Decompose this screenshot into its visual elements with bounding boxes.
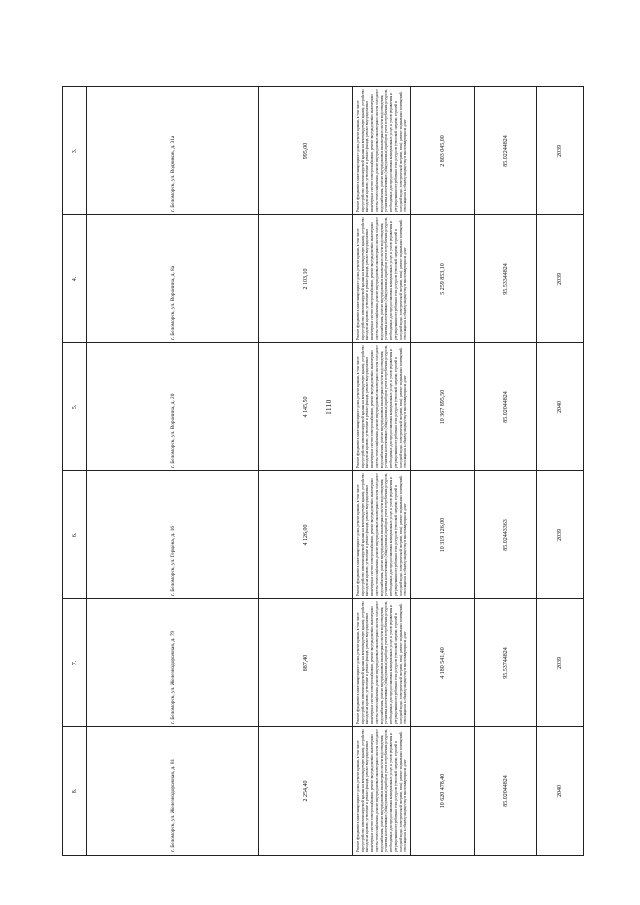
area: 2 254,40 bbox=[303, 780, 309, 802]
address: г. Беломорск, ул. Воронина, д. 20 bbox=[170, 393, 176, 468]
cost-cell bbox=[410, 470, 475, 599]
cost-cell bbox=[410, 214, 475, 343]
year: 2039 bbox=[557, 273, 563, 285]
address: г. Беломорск, ул. Железнодорожная, д. 81 bbox=[170, 758, 176, 852]
cost: 10 367 895,50 bbox=[440, 389, 446, 425]
year: 2039 bbox=[557, 529, 563, 541]
year: 2039 bbox=[557, 145, 563, 157]
area: 4 145,50 bbox=[303, 396, 309, 418]
work-description: Ремонт фундамента многоквартирного дома, ремонт крыши, в том числе переустройство невентилируемой крыши на вентилируемую крышу, устройство выходов на кровлю, утепление и ремонт фасада, ремонт внутридомовых инженерных систем электроснабжения, ремонт внутридомовых инженерных систем теплоснабжения, ремонт внутридомовых инженерных систем холодного водоснабжения, ремонт внутридомовых инженерных систем водоотведения, установка коллективных (общедомовых) приборов учета потребления ресурсов, необходимых для предоставления коммунальных услуг, и узлов управления и регулирования потребления этих ресурсов (тепловой энергии, горячей и холодной воды, электрической энергии, газа), ремонт подвальных помещений, относящихся к общему имуществу в многоквартирном доме bbox=[355, 728, 408, 852]
cost-cell bbox=[410, 86, 475, 215]
table-row bbox=[62, 214, 582, 342]
row-number: 7. bbox=[72, 660, 78, 666]
area-cell bbox=[258, 214, 353, 343]
code-cell bbox=[474, 470, 537, 599]
year-cell bbox=[536, 726, 584, 856]
address: г. Беломорск, ул. Герцена, д. 16 bbox=[170, 525, 176, 596]
year-cell bbox=[536, 86, 584, 215]
address: г. Беломорск, ул. Воронина, д. 8а bbox=[170, 265, 176, 340]
cost: 2 803 045,00 bbox=[440, 135, 446, 167]
code-cell bbox=[474, 342, 537, 471]
description-cell bbox=[352, 86, 411, 215]
code: 85.02443363 bbox=[503, 519, 509, 551]
row-number: 6. bbox=[72, 532, 78, 538]
year: 2040 bbox=[557, 401, 563, 413]
table-row bbox=[62, 86, 582, 214]
cost-cell bbox=[410, 726, 475, 856]
area: 2 103,10 bbox=[303, 268, 309, 290]
description-cell bbox=[352, 214, 411, 343]
year: 2039 bbox=[557, 657, 563, 669]
row-number: 5. bbox=[72, 404, 78, 410]
code: 85.02244824 bbox=[503, 135, 509, 167]
description-cell bbox=[352, 726, 411, 856]
works-table bbox=[62, 86, 582, 856]
year-cell bbox=[536, 342, 584, 471]
work-description: Ремонт фундамента многоквартирного дома, ремонт крыши, в том числе переустройство невентилируемой крыши на вентилируемую крышу, устройство выходов на кровлю, утепление и ремонт фасада, ремонт внутридомовых инженерных систем электроснабжения, ремонт внутридомовых инженерных систем теплоснабжения, ремонт внутридомовых инженерных систем холодного водоснабжения, ремонт внутридомовых инженерных систем водоотведения, установка коллективных (общедомовых) приборов учета потребления ресурсов, необходимых для предоставления коммунальных услуг, и узлов управления и регулирования потребления этих ресурсов (тепловой энергии, горячей и холодной воды, электрической энергии, газа), ремонт подвальных помещений, относящихся к общему имуществу в многоквартирном доме bbox=[355, 216, 408, 340]
year-cell bbox=[536, 598, 584, 727]
row-number: 4. bbox=[72, 276, 78, 282]
table-row bbox=[62, 726, 582, 854]
code: 95.53744824 bbox=[503, 647, 509, 679]
address-cell bbox=[86, 726, 259, 856]
table-row bbox=[62, 598, 582, 726]
work-description: Ремонт фундамента многоквартирного дома, ремонт крыши, в том числе переустройство невентилируемой крыши на вентилируемую крышу, устройство выходов на кровлю, утепление и ремонт фасада, ремонт внутридомовых инженерных систем электроснабжения, ремонт внутридомовых инженерных систем теплоснабжения, ремонт внутридомовых инженерных систем холодного водоснабжения, ремонт внутридомовых инженерных систем водоотведения, установка коллективных (общедомовых) приборов учета потребления ресурсов, необходимых для предоставления коммунальных услуг, и узлов управления и регулирования потребления этих ресурсов (тепловой энергии, горячей и холодной воды, электрической энергии, газа), ремонт подвальных помещений, относящихся к общему имуществу в многоквартирном доме bbox=[355, 344, 408, 468]
area-cell bbox=[258, 598, 353, 727]
area-cell bbox=[258, 726, 353, 856]
row-number: 3. bbox=[72, 148, 78, 154]
address: г. Беломорск, ул. Железнодорожная, д. 79 bbox=[170, 630, 176, 724]
cost-cell bbox=[410, 342, 475, 471]
address-cell bbox=[86, 342, 259, 471]
row-number-cell bbox=[62, 342, 87, 471]
description-cell bbox=[352, 598, 411, 727]
code-cell bbox=[474, 214, 537, 343]
row-number-cell bbox=[62, 86, 87, 215]
address-cell bbox=[86, 598, 259, 727]
row-number-cell bbox=[62, 214, 87, 343]
year: 2040 bbox=[557, 785, 563, 797]
row-number-cell bbox=[62, 598, 87, 727]
code-cell bbox=[474, 598, 537, 727]
description-cell bbox=[352, 470, 411, 599]
area-cell bbox=[258, 86, 353, 215]
address-cell bbox=[86, 86, 259, 215]
area: 4 126,00 bbox=[303, 524, 309, 546]
address-cell bbox=[86, 470, 259, 599]
page-number: 1110 bbox=[325, 399, 333, 415]
code: 85.02044824 bbox=[503, 391, 509, 423]
cost: 5 259 853,10 bbox=[440, 263, 446, 295]
year-cell bbox=[536, 470, 584, 599]
row-number-cell bbox=[62, 726, 87, 856]
area-cell bbox=[258, 342, 353, 471]
code-cell bbox=[474, 726, 537, 856]
work-description: Ремонт фундамента многоквартирного дома, ремонт крыши, в том числе переустройство невентилируемой крыши на вентилируемую крышу, устройство выходов на кровлю, утепление и ремонт фасада, ремонт внутридомовых инженерных систем электроснабжения, ремонт внутридомовых инженерных систем теплоснабжения, ремонт внутридомовых инженерных систем холодного водоснабжения, ремонт внутридомовых инженерных систем водоотведения, установка коллективных (общедомовых) приборов учета потребления ресурсов, необходимых для предоставления коммунальных услуг, и узлов управления и регулирования потребления этих ресурсов (тепловой энергии, горячей и холодной воды, электрической энергии, газа), ремонт подвальных помещений, относящихся к общему имуществу в многоквартирном доме bbox=[355, 88, 408, 212]
work-description: Ремонт фундамента многоквартирного дома, ремонт крыши, в том числе переустройство невентилируемой крыши на вентилируемую крышу, устройство выходов на кровлю, утепление и ремонт фасада, ремонт внутридомовых инженерных систем электроснабжения, ремонт внутридомовых инженерных систем теплоснабжения, ремонт внутридомовых инженерных систем холодного водоснабжения, ремонт внутридомовых инженерных систем водоотведения, установка коллективных (общедомовых) приборов учета потребления ресурсов, необходимых для предоставления коммунальных услуг, и узлов управления и регулирования потребления этих ресурсов (тепловой энергии, горячей и холодной воды, электрической энергии, газа), ремонт подвальных помещений, относящихся к общему имуществу в многоквартирном доме bbox=[355, 600, 408, 724]
work-description: Ремонт фундамента многоквартирного дома, ремонт крыши, в том числе переустройство невентилируемой крыши на вентилируемую крышу, устройство выходов на кровлю, утепление и ремонт фасада, ремонт внутридомовых инженерных систем электроснабжения, ремонт внутридомовых инженерных систем теплоснабжения, ремонт внутридомовых инженерных систем холодного водоснабжения, ремонт внутридомовых инженерных систем водоотведения, установка коллективных (общедомовых) приборов учета потребления ресурсов, необходимых для предоставления коммунальных услуг, и узлов управления и регулирования потребления этих ресурсов (тепловой энергии, горячей и холодной воды, электрической энергии, газа), ремонт подвальных помещений, относящихся к общему имуществу в многоквартирном доме bbox=[355, 472, 408, 596]
area: 995,00 bbox=[303, 142, 309, 160]
cost: 10 319 126,00 bbox=[440, 517, 446, 553]
description-cell bbox=[352, 342, 411, 471]
address-cell bbox=[86, 214, 259, 343]
year-cell bbox=[536, 214, 584, 343]
table-row bbox=[62, 342, 582, 470]
code: 85.02044824 bbox=[503, 775, 509, 807]
code: 95.53344824 bbox=[503, 263, 509, 295]
cost-cell bbox=[410, 598, 475, 727]
cost: 4 180 541,40 bbox=[440, 647, 446, 679]
cost: 10 620 478,40 bbox=[440, 773, 446, 809]
area: 887,40 bbox=[303, 654, 309, 672]
address: г. Беломорск, ул. Водников, д. 31а bbox=[170, 135, 176, 212]
area-cell bbox=[258, 470, 353, 599]
table-row bbox=[62, 470, 582, 598]
row-number: 8. bbox=[72, 788, 78, 794]
code-cell bbox=[474, 86, 537, 215]
row-number-cell bbox=[62, 470, 87, 599]
